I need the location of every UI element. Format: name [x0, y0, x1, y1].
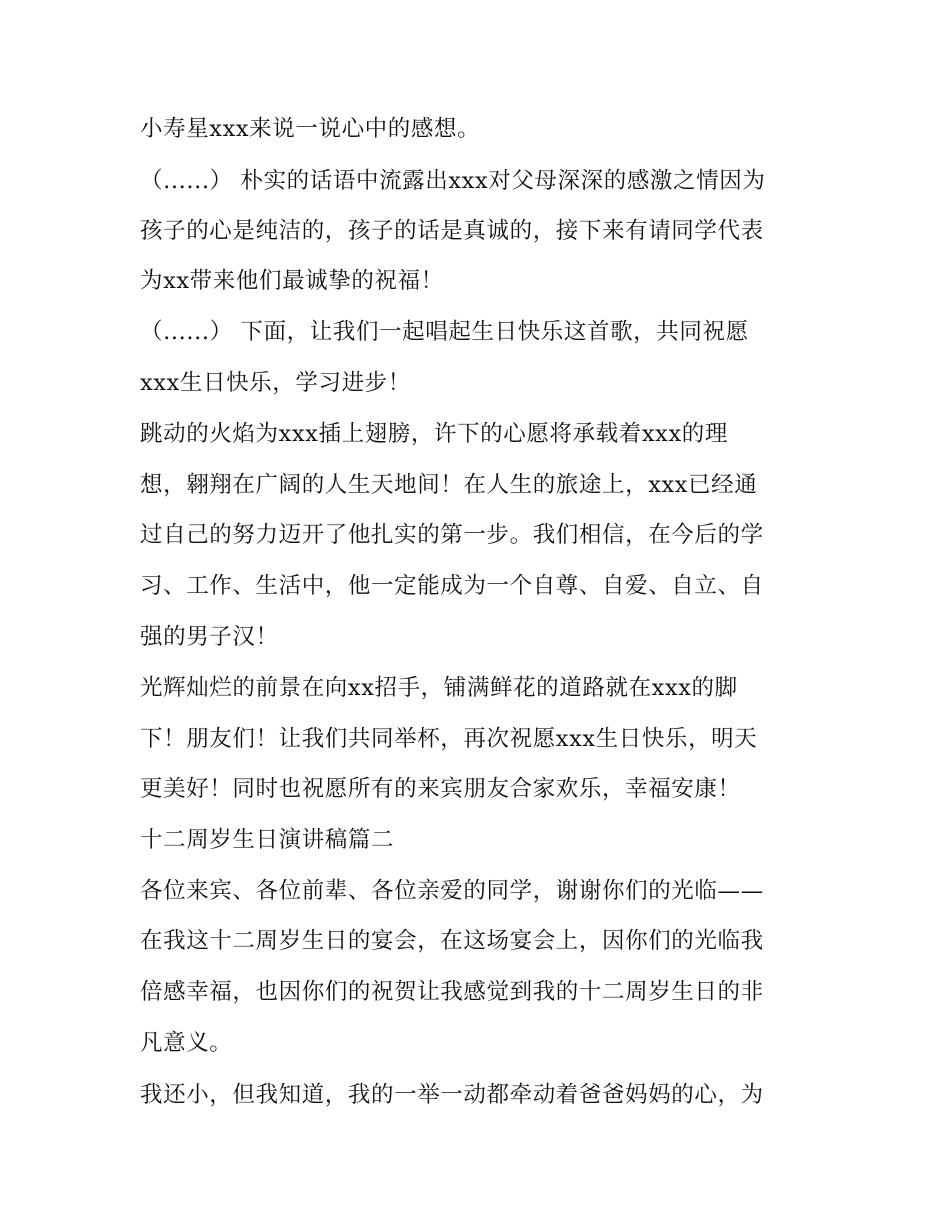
text-line: 更美好！同时也祝愿所有的来宾朋友合家欢乐，幸福安康！ [140, 776, 741, 802]
text-line: （......） 下面，让我们一起唱起生日快乐这首歌，共同祝愿 [140, 319, 749, 345]
text-line: 为xx带来他们最诚挚的祝福！ [140, 268, 444, 294]
text-line: 在我这十二周岁生日的宴会，在这场宴会上，因你们的光临我 [140, 928, 764, 954]
text-line: 过自己的努力迈开了他扎实的第一步。我们相信，在今后的学 [140, 522, 764, 548]
text-line: 小寿星xxx来说一说心中的感想。 [140, 116, 481, 142]
text-line: 跳动的火焰为xxx插上翅膀，许下的心愿将承载着xxx的理 [140, 421, 728, 447]
text-line: （......） 朴实的话语中流露出xxx对父母深深的感激之情因为 [140, 168, 766, 194]
text-line: 各位来宾、各位前辈、各位亲爱的同学，谢谢你们的光临—— [140, 878, 764, 904]
text-line: 孩子的心是纯洁的，孩子的话是真诚的，接下来有请同学代表 [140, 218, 764, 244]
section-heading: 十二周岁生日演讲稿篇二 [140, 827, 395, 853]
text-line: 倍感幸福，也因你们的祝贺让我感觉到我的十二周岁生日的非 [140, 979, 764, 1005]
text-line: 我还小，但我知道，我的一举一动都牵动着爸爸妈妈的心，为 [140, 1082, 764, 1108]
text-line: xxx生日快乐，学习进步！ [140, 370, 411, 396]
text-line: 光辉灿烂的前景在向xx招手，铺满鲜花的道路就在xxx的脚 [140, 675, 738, 701]
text-line: 想，翱翔在广阔的人生天地间！在人生的旅途上，xxx已经通 [140, 472, 758, 498]
text-line: 下！朋友们！让我们共同举杯，再次祝愿xxx生日快乐，明天 [140, 726, 758, 752]
text-line: 凡意义。 [140, 1030, 233, 1056]
text-line: 强的男子汉！ [140, 624, 279, 650]
text-line: 习、工作、生活中，他一定能成为一个自尊、自爱、自立、自 [140, 573, 764, 599]
